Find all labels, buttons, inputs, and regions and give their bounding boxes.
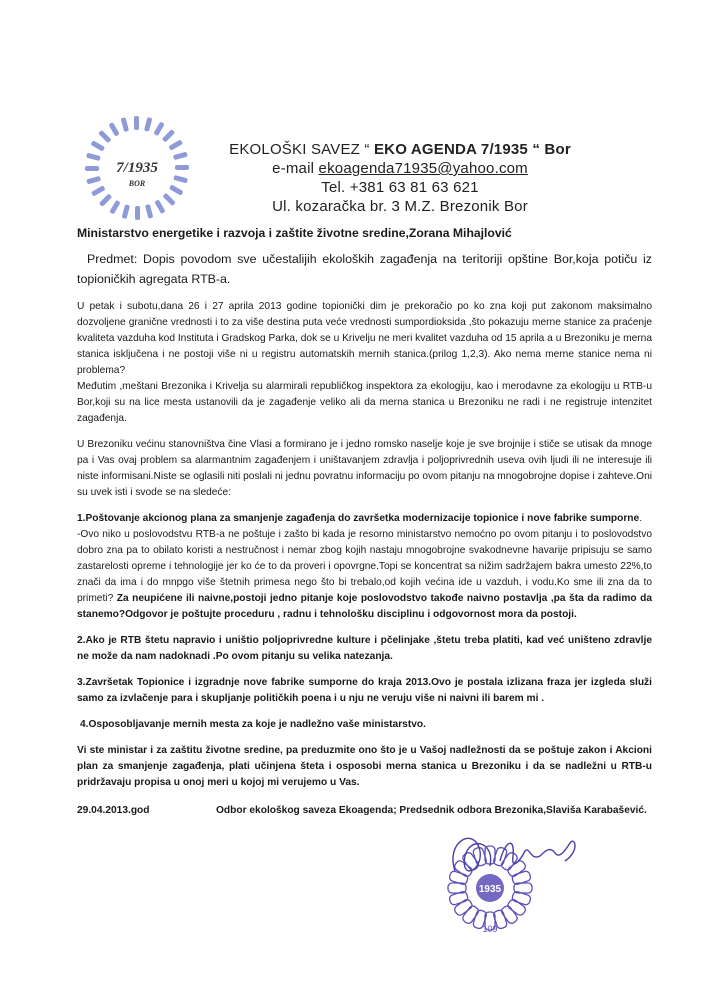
logo-ray [173, 175, 188, 183]
letterhead-address: Ul. kozaračka br. 3 M.Z. Brezonik Bor [272, 198, 528, 215]
paragraph-1: U petak i subotu,dana 26 i 27 aprila 2013 godine topionički dim je prekoračio po ko zna koji put zakonom maksimalno dozvoljene granične vrednosti i to za više destina puta veće vrednosti sumpordioksida ,što pokazuju merne stanice za praćenje kvaliteta vazduha kod Instituta i Gradskog Parka, dok se u Krivelju ne meri kvalitet vazduha od 15 aprila a u Brezoniku je merna stanica isključena i ne postoji više ni u registru automatskih mernih stanica.(prilog 1,2,3). Ako nema merne stanice nema ni problema? Međutim ,meštani Brezonika i Krivelja su alarmirali republičkog inspektora za ekologiju, kao i merodavne za ekologiju u RTB-u Bor,koji su na lice mesta ustanovili da je zagađenje veliko ali da merna stanica u Brezoniku ne radi i ne registruje intenzitet zagađenja. [77, 301, 652, 424]
letterhead-email: e-mail ekoagenda71935@yahoo.com [272, 160, 528, 177]
date: 29.04.2013.god [77, 805, 150, 816]
letterhead-org: EKOLOŠKI SAVEZ “ EKO AGENDA 7/1935 “ Bor [229, 141, 571, 158]
logo-ray [98, 130, 111, 143]
item-1: 1.Poštovanje akcionog plana za smanjenje zagađenja do završetka modernizacije topionice i nove fabrike sumporne. -Ovo niko u poslovodstvu RTB-a ne poštuje i zašto bi kada je resorno ministarstvo nemoćno po ovom pitanju i to poslovodstvo dobro zna pa to obilato koristi a nestručnost i nemar zbog kojih nastaju mnogobrojne svakodnevne havarije pripisuju se samo zastarelosti opreme i tehnologije jer ko će to da proveri i opovrgne.Topi se koncentrat sa nižim sadržajem bakra umesto 22%,to znači da ima i do mnpgo više štetnih primesa nego što bi trebalo,od kojih većina ide u vazduh, i vodu.Ko sme ili zna da to primeti? Za neupićene ili naivne,postoji jedno pitanje koje poslovodstvo takođe naivno postavlja ,pa šta da radimo da stanemo?Odgovor je poštujte proceduru , radnu i tehnološku disciplinu i odgovornost mora da postoji. [77, 513, 652, 620]
logo-ray [145, 204, 153, 219]
logo-ray [85, 166, 99, 171]
organization-logo [82, 112, 192, 224]
item-4: 4.Osposobljavanje mernih mesta za koje je nadležno vaše ministarstvo. [80, 719, 426, 730]
email-link[interactable]: ekoagenda71935@yahoo.com [318, 160, 528, 177]
logo-ray [162, 193, 175, 206]
logo-ray [121, 117, 129, 132]
letterhead-phone: Tel. +381 63 81 63 621 [321, 179, 479, 196]
svg-text:BOR: BOR [128, 179, 146, 188]
logo-ray [99, 193, 112, 206]
logo-ray [162, 129, 175, 142]
logo-ray [91, 185, 106, 196]
paragraph-2: U Brezoniku većinu stanovništva čine Vlasi a formirano je i jedno romsko naselje koje je sve brojnije i stiče se utisak da mnoge pa i Vas ovaj problem sa alarmantnim zagađenjem i uništavanjem zdravlja i poljoprivrednih useva ovih ljudi ili ne interesuje ili niste informisani.Niste se oglasili niti poslali ni jednu povratnu informaciju po ovom pitanju na mnogobrojne dopise i zahteve.Oni su uvek isti i svode se na sledeće: [77, 439, 652, 498]
letterhead [200, 140, 600, 216]
logo-ray [109, 200, 120, 215]
logo-ray [108, 122, 119, 137]
subject: Predmet: Dopis povodom sve učestalijih ekoloških zagađenja na teritoriji opštine Bor,koja potiču iz topioničkih agregata RTB-a. [77, 252, 652, 286]
logo-ray [168, 139, 183, 150]
logo-ray [144, 117, 152, 132]
svg-text:109: 109 [482, 924, 498, 934]
logo-ray [86, 176, 101, 184]
svg-text:7/1935: 7/1935 [116, 160, 158, 176]
footer [77, 803, 652, 819]
logo-ray [153, 121, 164, 136]
logo-ray [134, 116, 139, 130]
logo-ray [175, 165, 189, 170]
logo-ray [135, 206, 140, 220]
letter-body [77, 225, 652, 941]
signatory: Odbor ekološkog saveza Ekoagenda; Predsednik odbora Brezonika,Slaviša Karabašević. [216, 805, 647, 816]
logo-ray [122, 204, 130, 219]
closing-paragraph: Vi ste ministar i za zaštitu životne sredine, pa preduzmite ono što je u Vašoj nadležnosti da se poštuje zakon i Akcioni plan za smanjenje zagađenja, plati učinjena šteta i osposobi merna stanica u Brezoniku i da se nadležni u RTB-u pridržavaju propisa u onoj meri u kojoj mi verujemo u Vas. [77, 745, 652, 788]
item-2: 2.Ako je RTB štetu napravio i uništio poljoprivredne kulture i pčelinjake ,štetu treba platiti, kad već uništeno zdravlje ne može da nam nadoknadi .Po ovom pitanju su velika natezanja. [77, 635, 652, 662]
logo-ray [169, 184, 184, 195]
logo-ray [90, 140, 105, 151]
logo-ray [154, 199, 165, 214]
signature-stamp [425, 821, 595, 936]
recipient: Ministarstvo energetike i razvoja i zaštite životne sredine,Zorana Mihajlović [77, 226, 512, 240]
logo-ray [86, 153, 101, 161]
logo-ray [173, 152, 188, 160]
svg-text:1935: 1935 [478, 884, 502, 895]
item-3: 3.Završetak Topionice i izgradnje nove fabrike sumporne do kraja 2013.Ovo je postala izlizana fraza jer izgleda služi samo za izvlačenje para i skupljanje političkih poena i u nju ne veruju više ni naivni ili barem mi . [77, 677, 652, 704]
